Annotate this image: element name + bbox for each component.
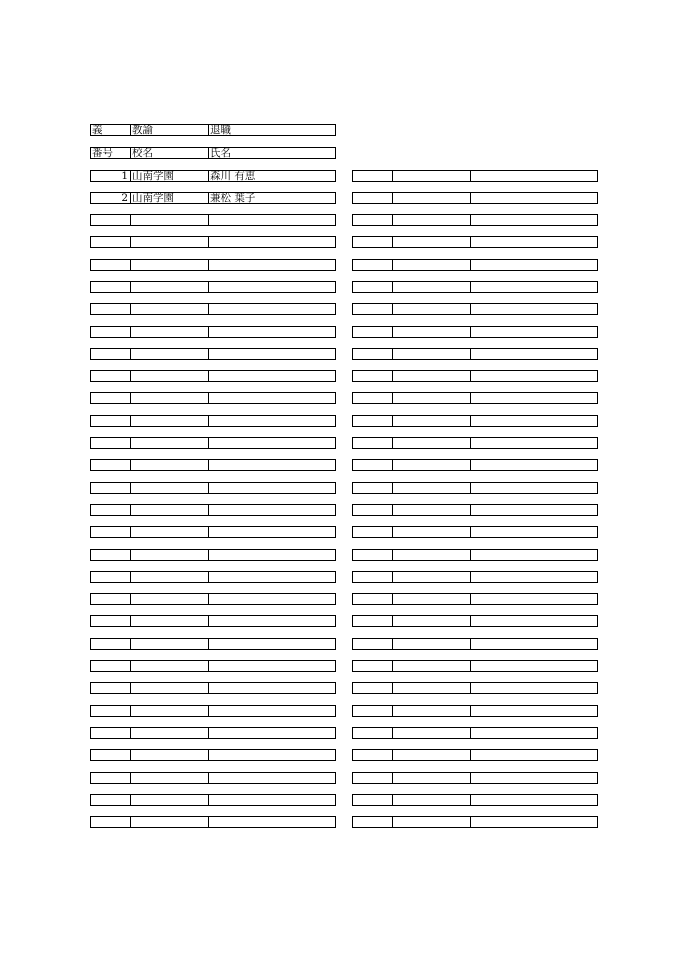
empty-cell — [353, 215, 393, 225]
empty-cell — [353, 550, 393, 560]
empty-cell — [91, 683, 131, 693]
empty-cell — [91, 460, 131, 470]
empty-cell — [393, 527, 471, 537]
empty-cell — [353, 773, 393, 783]
empty-cell — [209, 817, 336, 827]
empty-cell — [131, 304, 209, 314]
empty-table-row-right — [352, 214, 598, 226]
empty-cell — [131, 349, 209, 359]
empty-cell — [353, 817, 393, 827]
empty-table-row — [90, 705, 336, 717]
empty-table-row-right — [352, 660, 598, 672]
empty-cell — [353, 237, 393, 247]
empty-cell — [131, 327, 209, 337]
empty-cell — [131, 215, 209, 225]
empty-cell — [353, 282, 393, 292]
empty-cell — [209, 750, 336, 760]
empty-cell — [471, 215, 598, 225]
header-cell-position: 教諭 — [131, 125, 209, 135]
empty-cell — [91, 572, 131, 582]
empty-cell — [393, 349, 471, 359]
empty-cell — [131, 817, 209, 827]
empty-cell — [131, 460, 209, 470]
row-number: 1 — [91, 171, 131, 181]
empty-cell — [471, 171, 598, 181]
empty-cell — [209, 371, 336, 381]
empty-cell — [91, 616, 131, 626]
empty-cell — [393, 773, 471, 783]
empty-cell — [209, 237, 336, 247]
empty-table-row — [90, 370, 336, 382]
empty-cell — [393, 327, 471, 337]
empty-cell — [91, 773, 131, 783]
empty-cell — [393, 572, 471, 582]
empty-cell — [91, 416, 131, 426]
empty-cell — [393, 460, 471, 470]
empty-table-row — [90, 772, 336, 784]
empty-table-row-right — [352, 571, 598, 583]
empty-cell — [209, 416, 336, 426]
empty-cell — [471, 550, 598, 560]
empty-table-row — [90, 526, 336, 538]
empty-table-row — [90, 549, 336, 561]
empty-table-row — [90, 660, 336, 672]
empty-cell — [209, 215, 336, 225]
empty-cell — [471, 505, 598, 515]
empty-cell — [353, 460, 393, 470]
empty-cell — [471, 817, 598, 827]
empty-table-row — [90, 794, 336, 806]
empty-cell — [471, 460, 598, 470]
empty-table-row-right — [352, 326, 598, 338]
empty-cell — [209, 505, 336, 515]
empty-table-row-right — [352, 615, 598, 627]
empty-cell — [393, 683, 471, 693]
empty-cell — [353, 639, 393, 649]
row-school: 山南学園 — [131, 171, 209, 181]
empty-cell — [393, 282, 471, 292]
empty-cell — [209, 483, 336, 493]
empty-cell — [471, 795, 598, 805]
empty-table-row-right — [352, 303, 598, 315]
empty-cell — [91, 327, 131, 337]
empty-table-row-right — [352, 504, 598, 516]
empty-cell — [471, 327, 598, 337]
empty-cell — [393, 215, 471, 225]
empty-cell — [209, 393, 336, 403]
empty-cell — [471, 393, 598, 403]
empty-table-row — [90, 259, 336, 271]
empty-cell — [131, 505, 209, 515]
empty-cell — [471, 438, 598, 448]
empty-cell — [471, 773, 598, 783]
empty-cell — [471, 193, 598, 203]
empty-cell — [91, 371, 131, 381]
empty-cell — [209, 795, 336, 805]
empty-table-row-right — [352, 482, 598, 494]
empty-table-row — [90, 482, 336, 494]
table-row-right — [352, 170, 598, 182]
empty-cell — [393, 639, 471, 649]
empty-cell — [353, 371, 393, 381]
empty-cell — [393, 795, 471, 805]
empty-table-row — [90, 593, 336, 605]
empty-cell — [131, 683, 209, 693]
row-number: 2 — [91, 193, 131, 203]
empty-cell — [393, 416, 471, 426]
header-cell-category: 義 — [91, 125, 131, 135]
empty-cell — [91, 304, 131, 314]
empty-table-row — [90, 682, 336, 694]
empty-cell — [393, 371, 471, 381]
empty-table-row-right — [352, 348, 598, 360]
empty-cell — [393, 171, 471, 181]
header-cell-status: 退職 — [209, 125, 336, 135]
empty-cell — [91, 282, 131, 292]
empty-cell — [471, 661, 598, 671]
row-name: 森川 有恵 — [209, 171, 336, 181]
empty-cell — [91, 505, 131, 515]
empty-cell — [471, 282, 598, 292]
header-row-type — [90, 124, 336, 136]
empty-cell — [91, 215, 131, 225]
empty-cell — [471, 527, 598, 537]
empty-table-row — [90, 303, 336, 315]
empty-cell — [91, 594, 131, 604]
empty-cell — [131, 483, 209, 493]
empty-cell — [471, 349, 598, 359]
empty-cell — [131, 706, 209, 716]
header-row-columns — [90, 147, 336, 159]
empty-table-row — [90, 326, 336, 338]
empty-table-row-right — [352, 437, 598, 449]
empty-table-row-right — [352, 682, 598, 694]
empty-cell — [209, 661, 336, 671]
empty-cell — [131, 438, 209, 448]
empty-table-row — [90, 392, 336, 404]
empty-cell — [393, 661, 471, 671]
row-name: 兼松 葉子 — [209, 193, 336, 203]
empty-cell — [209, 460, 336, 470]
empty-cell — [393, 193, 471, 203]
empty-cell — [353, 193, 393, 203]
empty-cell — [393, 304, 471, 314]
empty-cell — [91, 817, 131, 827]
empty-cell — [91, 349, 131, 359]
empty-cell — [131, 371, 209, 381]
empty-cell — [471, 594, 598, 604]
empty-table-row-right — [352, 281, 598, 293]
empty-cell — [131, 282, 209, 292]
empty-table-row-right — [352, 705, 598, 717]
empty-table-row-right — [352, 459, 598, 471]
empty-cell — [353, 438, 393, 448]
empty-cell — [471, 572, 598, 582]
empty-cell — [471, 683, 598, 693]
empty-cell — [353, 260, 393, 270]
empty-table-row — [90, 816, 336, 828]
empty-cell — [353, 683, 393, 693]
empty-cell — [471, 260, 598, 270]
empty-table-row — [90, 615, 336, 627]
empty-cell — [91, 795, 131, 805]
empty-table-row-right — [352, 772, 598, 784]
empty-cell — [131, 616, 209, 626]
empty-table-row-right — [352, 727, 598, 739]
empty-cell — [471, 728, 598, 738]
empty-cell — [471, 639, 598, 649]
empty-cell — [209, 260, 336, 270]
empty-cell — [353, 304, 393, 314]
empty-cell — [131, 750, 209, 760]
empty-cell — [353, 349, 393, 359]
empty-cell — [131, 795, 209, 805]
empty-cell — [353, 327, 393, 337]
empty-cell — [131, 527, 209, 537]
empty-cell — [353, 416, 393, 426]
empty-cell — [131, 416, 209, 426]
empty-table-row — [90, 459, 336, 471]
empty-cell — [209, 728, 336, 738]
empty-table-row-right — [352, 236, 598, 248]
empty-cell — [353, 795, 393, 805]
empty-cell — [393, 728, 471, 738]
empty-cell — [471, 416, 598, 426]
empty-cell — [393, 483, 471, 493]
empty-table-row — [90, 571, 336, 583]
empty-cell — [209, 349, 336, 359]
empty-cell — [209, 706, 336, 716]
empty-table-row-right — [352, 415, 598, 427]
empty-table-row-right — [352, 638, 598, 650]
empty-cell — [131, 572, 209, 582]
empty-cell — [471, 371, 598, 381]
empty-table-row — [90, 348, 336, 360]
empty-cell — [471, 483, 598, 493]
empty-cell — [91, 550, 131, 560]
empty-cell — [131, 550, 209, 560]
empty-cell — [131, 773, 209, 783]
empty-cell — [131, 393, 209, 403]
empty-table-row-right — [352, 593, 598, 605]
empty-table-row — [90, 214, 336, 226]
empty-cell — [131, 237, 209, 247]
empty-cell — [131, 661, 209, 671]
empty-table-row-right — [352, 549, 598, 561]
empty-cell — [91, 237, 131, 247]
empty-cell — [91, 393, 131, 403]
empty-table-row — [90, 638, 336, 650]
empty-cell — [393, 616, 471, 626]
empty-table-row-right — [352, 392, 598, 404]
empty-cell — [353, 661, 393, 671]
empty-table-row — [90, 504, 336, 516]
empty-cell — [393, 706, 471, 716]
empty-cell — [209, 438, 336, 448]
empty-table-row-right — [352, 526, 598, 538]
empty-cell — [209, 773, 336, 783]
empty-cell — [91, 750, 131, 760]
empty-cell — [91, 728, 131, 738]
empty-cell — [393, 237, 471, 247]
empty-cell — [209, 282, 336, 292]
empty-cell — [131, 639, 209, 649]
empty-cell — [353, 171, 393, 181]
empty-table-row — [90, 236, 336, 248]
empty-cell — [91, 260, 131, 270]
empty-cell — [471, 616, 598, 626]
empty-cell — [209, 594, 336, 604]
empty-cell — [353, 706, 393, 716]
empty-cell — [393, 550, 471, 560]
row-school: 山南学園 — [131, 193, 209, 203]
empty-cell — [353, 572, 393, 582]
empty-cell — [209, 527, 336, 537]
table-row — [90, 192, 336, 204]
column-header-school: 校名 — [131, 148, 209, 158]
empty-cell — [131, 260, 209, 270]
empty-table-row — [90, 437, 336, 449]
empty-cell — [353, 483, 393, 493]
empty-cell — [471, 706, 598, 716]
empty-cell — [393, 594, 471, 604]
column-header-number: 番号 — [91, 148, 131, 158]
empty-cell — [393, 750, 471, 760]
empty-cell — [353, 505, 393, 515]
empty-cell — [91, 438, 131, 448]
empty-cell — [353, 750, 393, 760]
empty-cell — [353, 527, 393, 537]
empty-cell — [131, 594, 209, 604]
empty-table-row — [90, 727, 336, 739]
empty-cell — [353, 594, 393, 604]
empty-cell — [91, 706, 131, 716]
empty-cell — [209, 683, 336, 693]
empty-cell — [471, 237, 598, 247]
empty-cell — [209, 550, 336, 560]
empty-table-row-right — [352, 816, 598, 828]
empty-cell — [471, 750, 598, 760]
empty-cell — [353, 616, 393, 626]
empty-table-row — [90, 749, 336, 761]
empty-cell — [393, 393, 471, 403]
empty-cell — [91, 661, 131, 671]
table-row-right — [352, 192, 598, 204]
column-header-name: 氏名 — [209, 148, 336, 158]
empty-table-row-right — [352, 259, 598, 271]
empty-cell — [393, 438, 471, 448]
empty-table-row-right — [352, 370, 598, 382]
empty-table-row-right — [352, 749, 598, 761]
empty-table-row — [90, 281, 336, 293]
empty-cell — [91, 483, 131, 493]
empty-cell — [353, 393, 393, 403]
empty-table-row-right — [352, 794, 598, 806]
empty-cell — [209, 304, 336, 314]
empty-cell — [131, 728, 209, 738]
empty-cell — [209, 572, 336, 582]
empty-cell — [353, 728, 393, 738]
empty-cell — [209, 616, 336, 626]
empty-cell — [209, 639, 336, 649]
table-row — [90, 170, 336, 182]
empty-cell — [91, 639, 131, 649]
empty-table-row — [90, 415, 336, 427]
empty-cell — [471, 304, 598, 314]
empty-cell — [91, 527, 131, 537]
empty-cell — [393, 260, 471, 270]
empty-cell — [393, 505, 471, 515]
empty-cell — [393, 817, 471, 827]
empty-cell — [209, 327, 336, 337]
